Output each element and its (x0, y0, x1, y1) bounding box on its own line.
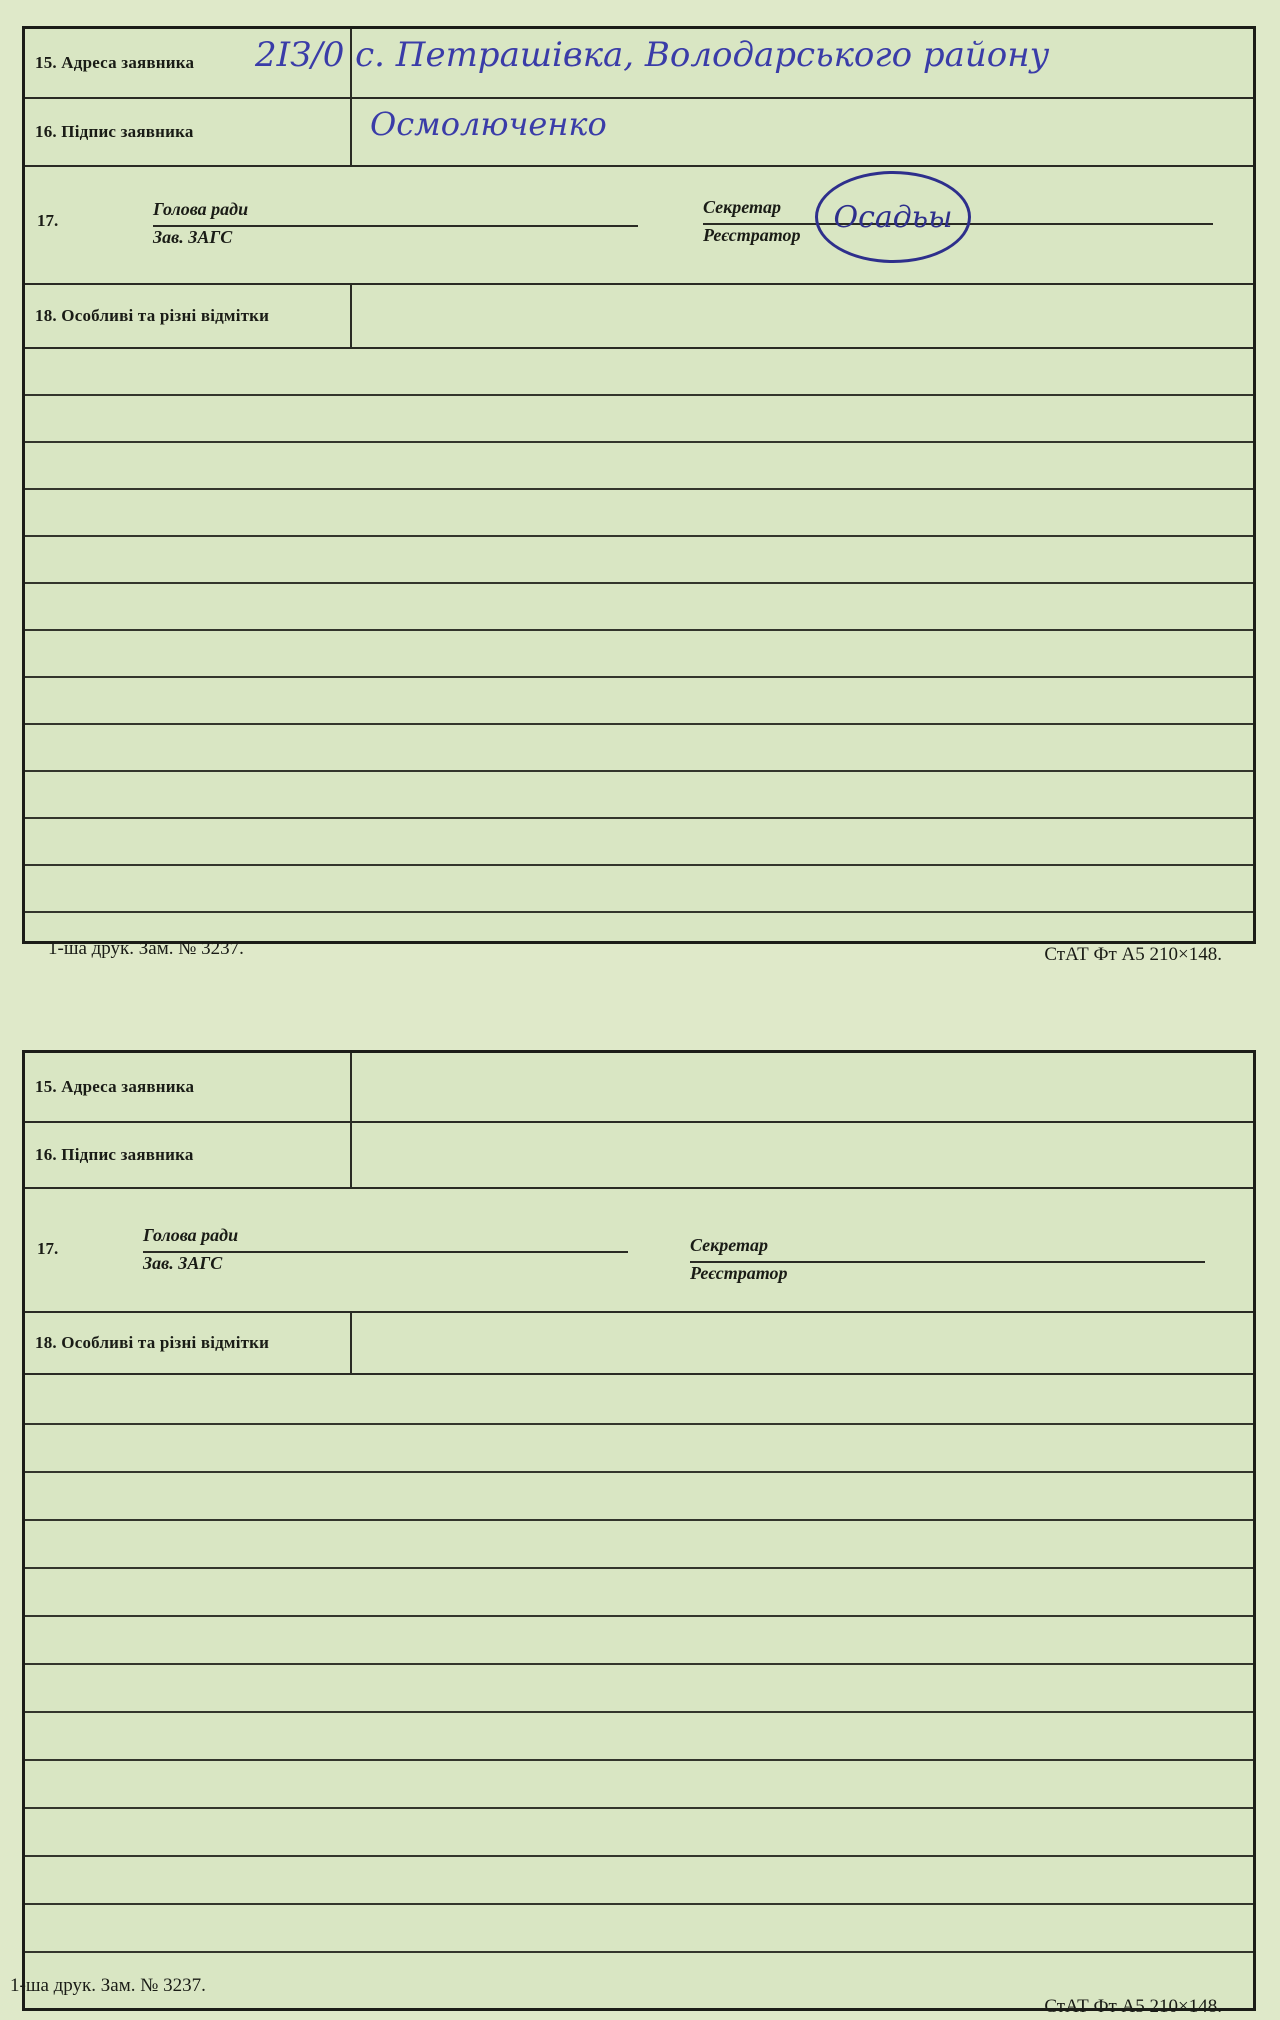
bottom-field-16-label: 16. Підпис заявника (35, 1123, 352, 1187)
bottom-field-15-label: 15. Адреса заявника (35, 1053, 352, 1121)
bottom-footer-left: 1-ша друк. Зам. № 3237. (10, 1975, 206, 1996)
top-field-15-label: 15. Адреса заявника (35, 29, 352, 97)
bottom-blank-line (25, 1423, 1253, 1425)
bottom-registrar-label: Реєстратор (690, 1263, 788, 1283)
top-field-17-number: 17. (37, 211, 59, 230)
top-field-18-label: 18. Особливі та різні відмітки (35, 285, 352, 347)
bottom-secretary-label: Секретар (690, 1235, 768, 1255)
top-blank-line (25, 582, 1253, 584)
top-field-16-label: 16. Підпис заявника (35, 99, 352, 165)
top-field-16-signature: Осмолюченко (370, 105, 607, 143)
top-blank-line (25, 770, 1253, 772)
top-blank-line (25, 441, 1253, 443)
bottom-row-16 (25, 1123, 1253, 1189)
top-blank-line (25, 676, 1253, 678)
bottom-blank-line (25, 1759, 1253, 1761)
top-chair-label: Голова ради (153, 199, 249, 219)
bottom-blank-line (25, 1855, 1253, 1857)
bottom-row-17 (25, 1189, 1253, 1313)
top-blank-line (25, 629, 1253, 631)
top-blank-line (25, 817, 1253, 819)
top-row-17 (25, 167, 1253, 285)
bottom-field-18-label: 18. Особливі та різні відмітки (35, 1313, 352, 1373)
bottom-chair-label: Голова ради (143, 1225, 239, 1245)
top-row-16 (25, 99, 1253, 167)
bottom-blank-line (25, 1807, 1253, 1809)
top-blank-line (25, 535, 1253, 537)
top-field-15-handwritten: 2ІЗ/0 с. Петрашівка, Володарського району (255, 35, 1050, 75)
bottom-blank-line (25, 1711, 1253, 1713)
top-row-18 (25, 285, 1253, 349)
top-registrar-label: Реєстратор (703, 225, 801, 245)
bottom-blank-line (25, 1951, 1253, 1953)
top-secretary-label: Секретар (703, 197, 781, 217)
top-form (22, 26, 1256, 944)
bottom-blank-line (25, 1519, 1253, 1521)
bottom-row-18 (25, 1313, 1253, 1375)
top-registrar-signature: Осадьы (815, 171, 971, 263)
top-blank-line (25, 488, 1253, 490)
top-footer-right: СтАТ Фт А5 210×148. (1044, 944, 1222, 965)
bottom-field-17-number: 17. (37, 1239, 59, 1258)
bottom-blank-line (25, 1567, 1253, 1569)
bottom-blank-line (25, 1903, 1253, 1905)
top-zags-label: Зав. ЗАГС (153, 227, 233, 247)
top-blank-line (25, 911, 1253, 913)
top-footer-left: 1-ша друк. Зам. № 3237. (48, 938, 244, 959)
bottom-form (22, 1050, 1256, 2011)
bottom-blank-line (25, 1615, 1253, 1617)
bottom-blank-line (25, 1471, 1253, 1473)
bottom-blank-line (25, 1663, 1253, 1665)
top-blank-line (25, 723, 1253, 725)
bottom-row-15 (25, 1053, 1253, 1123)
top-row-15 (25, 29, 1253, 99)
bottom-footer-right: СтАТ Фт А5 210×148. (1044, 1996, 1222, 2017)
bottom-zags-label: Зав. ЗАГС (143, 1253, 223, 1273)
top-blank-line (25, 394, 1253, 396)
top-blank-line (25, 864, 1253, 866)
